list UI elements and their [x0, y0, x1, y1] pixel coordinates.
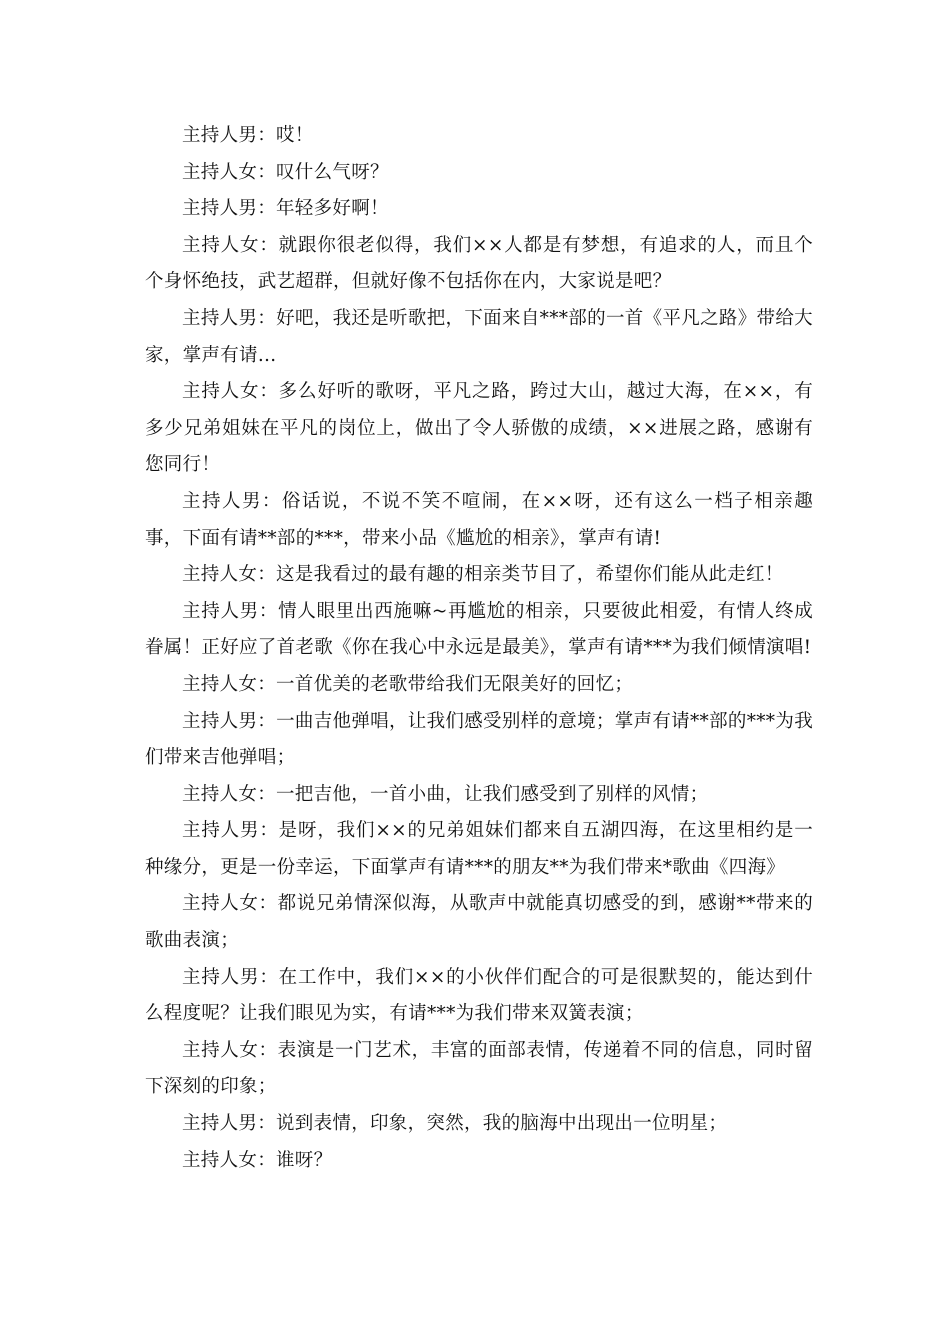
dialogue-paragraph: 主持人男：年轻多好啊！: [182, 198, 389, 220]
dialogue-paragraph: 主持人男：好吧，我还是听歌把，下面来自***部的一首《平凡之路》带给大家，掌声有请…: [145, 307, 813, 366]
dialogue-paragraph: 主持人女：就跟你很老似得，我们××人都是有梦想，有追求的人，而且个个身怀绝技，武艺超群，但就好像不包括你在内，大家说是吧？: [145, 234, 813, 293]
dialogue-paragraph: 主持人男：说到表情，印象，突然，我的脑海中出现出一位明星；: [182, 1113, 728, 1135]
dialogue-paragraph: 主持人男：一曲吉他弹唱，让我们感受别样的意境；掌声有请**部的***为我们带来吉他弹唱；: [145, 710, 813, 769]
dialogue-paragraph: 主持人女：都说兄弟情深似海，从歌声中就能真切感受的到，感谢**带来的歌曲表演；: [145, 893, 813, 952]
dialogue-paragraph: 主持人男：哎！: [182, 125, 314, 146]
dialogue-paragraph: 主持人男：情人眼里出西施嘛~再尴尬的相亲，只要彼此相爱，有情人终成眷属！正好应了首老歌《你在我心中永远是最美》，掌声有请***为我们倾情演唱!: [145, 600, 813, 659]
dialogue-paragraph: 主持人女：一把吉他，一首小曲，让我们感受到了别样的风情；: [182, 783, 709, 805]
dialogue-paragraph: 主持人女：多么好听的歌呀，平凡之路，跨过大山，越过大海，在××，有多少兄弟姐妹在平凡的岗位上，做出了令人骄傲的成绩，××进展之路，感谢有您同行！: [145, 381, 813, 476]
dialogue-paragraph: 主持人男：是呀，我们××的兄弟姐妹们都来自五湖四海，在这里相约是一种缘分，更是一份幸运，下面掌声有请***的朋友**为我们带来*歌曲《四海》: [145, 820, 813, 878]
dialogue-paragraph: 主持人女：一首优美的老歌带给我们无限美好的回忆；: [182, 673, 634, 695]
dialogue-paragraph: 主持人女：表演是一门艺术，丰富的面部表情，传递着不同的信息，同时留下深刻的印象；: [145, 1039, 813, 1098]
dialogue-paragraph: 主持人男：俗话说，不说不笑不喧闹，在××呀，还有这么一档子相亲趣事，下面有请**部的***，带来小品《尴尬的相亲》，掌声有请!: [145, 490, 813, 549]
dialogue-paragraph: 主持人女：谁呀？: [182, 1149, 333, 1171]
dialogue-paragraph: 主持人女：叹什么气呀？: [182, 161, 389, 183]
dialogue-paragraph: 主持人男：在工作中，我们××的小伙伴们配合的可是很默契的，能达到什么程度呢？让我们眼见为实，有请***为我们带来双簧表演；: [145, 966, 813, 1025]
document-body: [145, 118, 813, 1179]
dialogue-paragraph: 主持人女：这是我看过的最有趣的相亲类节目了，希望你们能从此走红！: [182, 564, 784, 586]
